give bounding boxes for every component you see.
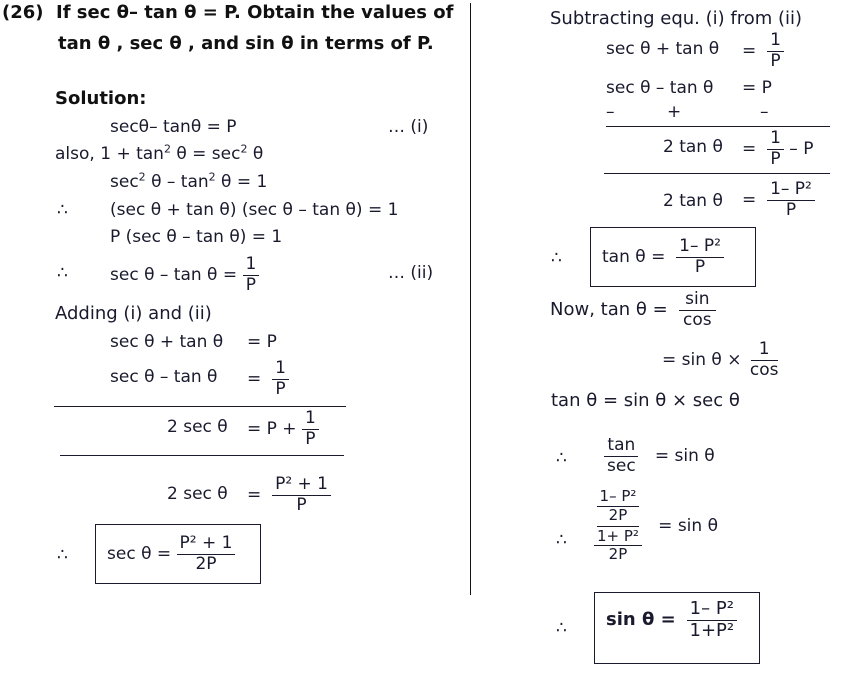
diff-divider (606, 126, 830, 127)
sum-divider-2 (60, 455, 344, 456)
diff-lhs: 2 tan θ (663, 137, 723, 157)
sec-result: sec θ = $\frac{\text{P² + 1}}{2P}$ (107, 535, 235, 574)
question-line-1: If sec θ– tan θ = P. Obtain the values of (56, 2, 454, 23)
question-number: (26) (2, 2, 44, 23)
add-line-1-rhs: = P (247, 332, 277, 352)
add-line-2-lhs: sec θ – tan θ (110, 367, 218, 387)
tan-definition: Now, tan θ = $\frac{\sin}{\cos}$ (550, 291, 716, 330)
diff-rhs: = $\frac{1}{P}$ – P (742, 128, 814, 169)
therefore-symbol: ∴ (57, 263, 68, 283)
therefore-symbol: ∴ (556, 448, 567, 468)
add-line-1-lhs: sec θ + tan θ (110, 332, 224, 352)
also-label: also, (55, 144, 95, 164)
therefore-symbol: ∴ (556, 618, 567, 638)
sign-change-1: – (606, 102, 615, 122)
add-line-2-rhs: = $\frac{1}{P}$ (247, 360, 289, 399)
sub-line-2-lhs: sec θ – tan θ (606, 78, 714, 98)
fraction: $\frac{1}{P}$ (243, 256, 260, 295)
equation-i-tag: … (i) (388, 117, 429, 137)
solution-heading: Solution: (55, 88, 147, 109)
therefore-symbol: ∴ (551, 248, 562, 268)
sum2-lhs: 2 sec θ (167, 484, 228, 504)
diff2-lhs: 2 tan θ (663, 191, 723, 211)
tan-result: tan θ = $\frac{\text{1– P²}}{P}$ (602, 238, 724, 277)
sub-line-2-rhs: = P (742, 78, 772, 98)
substituted-identity: P (sec θ – tan θ) = 1 (110, 227, 283, 247)
sum-lhs: 2 sec θ (167, 417, 228, 437)
ratio-equation: $\frac{\tan}{\sec}$ = sin θ (604, 437, 715, 476)
question-line-2: tan θ , sec θ , and sin θ in terms of P. (58, 33, 434, 54)
therefore-symbol: ∴ (57, 200, 68, 220)
subtracting-heading: Subtracting equ. (i) from (ii) (550, 8, 803, 29)
identity-line: also, $1 + \tan^2 \theta = \sec^2 \theta$ (55, 142, 264, 164)
sub-line-1-rhs: = $\frac{1}{P}$ (742, 32, 784, 71)
complex-fraction: $\frac{\frac{\text{1– P²}}{2P}}{\frac{\text{1+ P²}}{2P}}$ (594, 489, 642, 563)
diff-divider-2 (604, 173, 830, 174)
sign-change-2: + (667, 102, 682, 122)
sum-rhs: = P + $\frac{1}{P}$ (247, 410, 319, 449)
sin-result: sin θ = $\frac{\text{1– P²}}{\text{1+P²}}$ (606, 600, 737, 641)
factored-identity: (sec θ + tan θ) (sec θ – tan θ) = 1 (110, 200, 399, 220)
diff2-rhs: = $\frac{\text{1– P²}}{P}$ (742, 181, 815, 220)
column-divider (470, 3, 471, 595)
therefore-symbol: ∴ (556, 530, 567, 550)
sum-divider (54, 406, 346, 407)
tan-sin-sec: tan θ = sin θ × sec θ (551, 390, 740, 411)
equation-ii: sec θ – tan θ = $\frac{1}{P}$ (110, 256, 259, 295)
complex-fraction-equation: $\frac{\frac{\text{1– P²}}{2P}}{\frac{\text{1+ P²}}{2P}}$ = sin θ (594, 489, 718, 563)
sum2-rhs: = $\frac{\text{P² + 1}}{P}$ (247, 476, 331, 515)
sign-change-3: – (760, 102, 769, 122)
identity-rearranged: $\sec^2 \theta - \tan^2 \theta = 1$ (110, 170, 268, 192)
sub-line-1-lhs: sec θ + tan θ (606, 39, 720, 59)
adding-heading: Adding (i) and (ii) (55, 303, 212, 324)
tan-product: = sin θ × $\frac{1}{\cos}$ (662, 339, 779, 380)
equation-i: secθ– tanθ = P (110, 117, 237, 137)
therefore-symbol: ∴ (57, 545, 68, 565)
equation-ii-tag: … (ii) (388, 263, 434, 283)
